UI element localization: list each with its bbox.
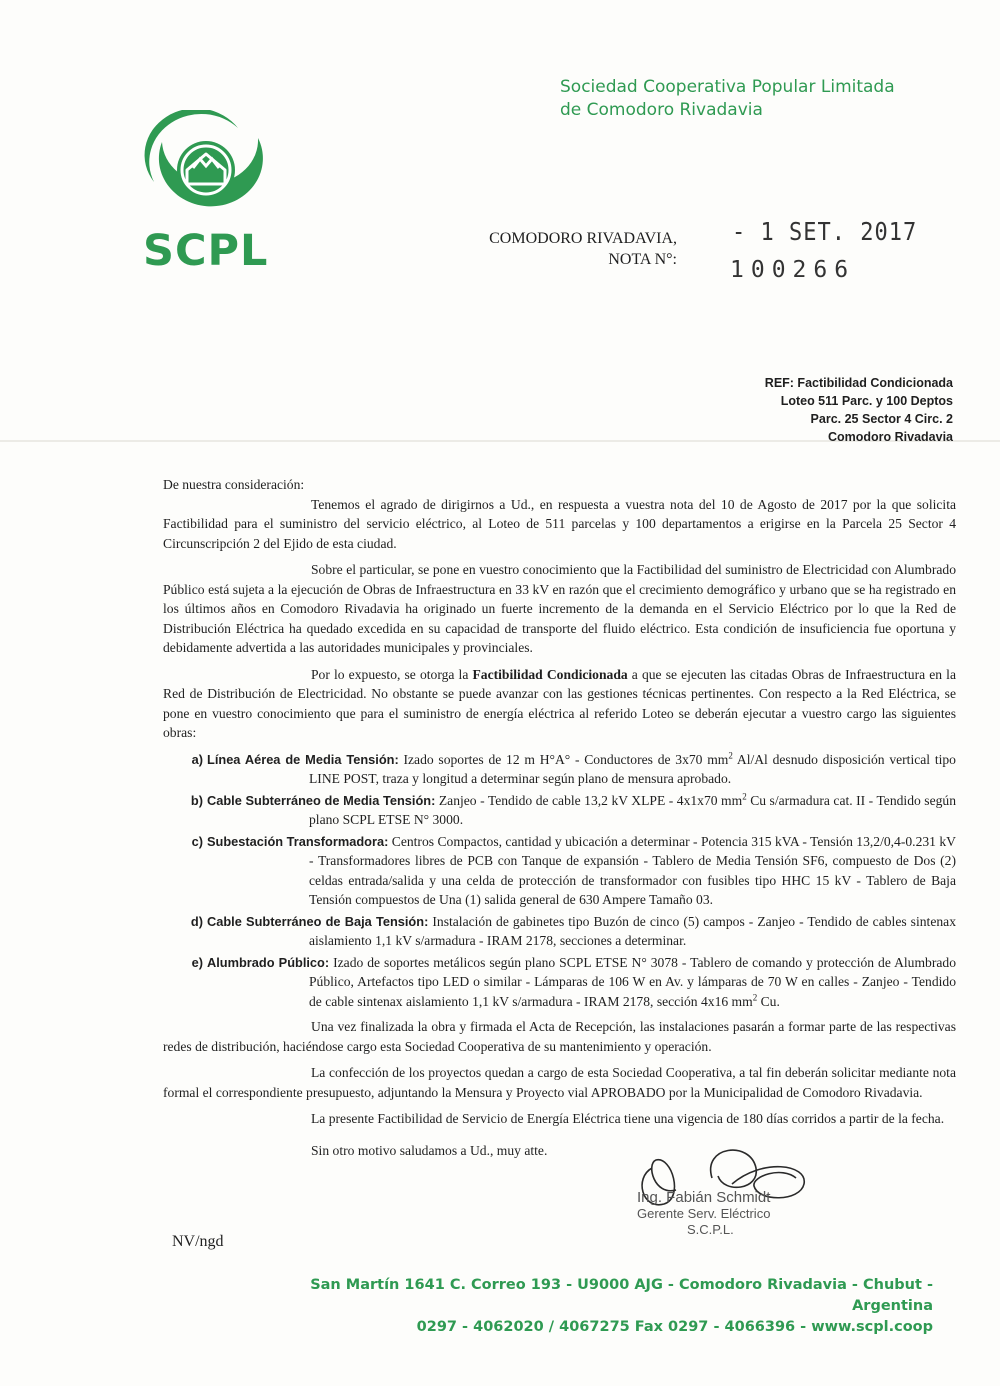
item-letter: e) — [191, 954, 203, 970]
list-item: e) Alumbrado Público: Izado de soportes metálicos según plano SCPL ETSE N° 3078 - Tablero de comando y protección de Alumbrado Público, Artefactos tipo LED o similar - Lámparas de 106 W en Av. y lámparas de 70 W en calles - Zanjeo - Tendido de cable sintenax aislamiento 1,1 kV s/armadura - IRAM 2178, sección 4x16 $mm^2$ Cu. — [163, 953, 956, 1012]
item-letter: b) — [190, 792, 203, 808]
item-letter: c) — [191, 833, 203, 849]
paragraph-3 — [163, 665, 956, 743]
logo-text: SCPL — [143, 226, 269, 276]
date-stamp: - 1 SET. 2017 — [732, 218, 918, 247]
org-name-line2: de Comodoro Rivadavia — [560, 100, 763, 120]
typist-initials: NV/ngd — [172, 1233, 224, 1250]
item-letter: d) — [190, 913, 203, 929]
place-and-nota — [482, 228, 677, 270]
org-name-line1: Sociedad Cooperativa Popular Limitada — [560, 77, 895, 97]
signer-title: Gerente Serv. Eléctrico — [637, 1206, 771, 1221]
footer-contact: 0297 - 4062020 / 4067275 Fax 0297 - 4066396 - www.scpl.coop — [416, 1319, 933, 1335]
item-title: Cable Subterráneo de Baja Tensión: — [207, 913, 429, 929]
paragraph-6: La presente Factibilidad de Servicio de Energía Eléctrica tiene una vigencia de 180 días corridos a partir de la fecha. — [311, 1111, 945, 1126]
ref-line2: Loteo 511 Parc. y 100 Deptos — [780, 394, 953, 408]
item-title: Línea Aérea de Media Tensión: — [207, 751, 399, 767]
place-label: COMODORO RIVADAVIA, — [489, 230, 677, 247]
organization-name — [560, 76, 895, 122]
paragraph-5: La confección de los proyectos quedan a cargo de esta Sociedad Cooperativa, a tal fin deberán solicitar mediante nota formal el correspondiente presupuesto, adjuntando la Mensura y Proyecto vial APROBADO por la Municipalidad de Comodoro Rivadavia. — [163, 1065, 956, 1100]
signer-org: S.C.P.L. — [687, 1222, 734, 1237]
salutation: De nuestra consideración: — [163, 477, 305, 492]
footer-address: San Martín 1641 C. Correo 193 - U9000 AJG - Comodoro Rivadavia - Chubut - Argentina — [310, 1277, 933, 1314]
paragraph-2: Sobre el particular, se pone en vuestro conocimiento que la Factibilidad del suministro de Electricidad con Alumbrado Público está sujeta a la ejecución de Obras de Infraestructura en 33 kV en razón que el crecimiento demográfico y urbano que se ha registrado en los últimos años en Comodoro Rivadavia ha originado un fuerte incremento de la demanda en el Servicio Eléctrico por lo que la Red de Distribución Eléctrica ha quedado excedida en su capacidad de transporte del fluido eléctrico. Esta condición de insuficiencia fue oportuna y debidamente advertida a las autoridades municipales y provinciales. — [163, 562, 956, 655]
scpl-logo-icon — [140, 110, 275, 230]
ref-line1: REF: Factibilidad Condicionada — [764, 376, 953, 390]
signer-name: Ing. Fabián Schmidt — [637, 1189, 771, 1206]
item-title: Cable Subterráneo de Media Tensión: — [207, 792, 436, 808]
item-title: Subestación Transformadora: — [207, 833, 389, 849]
nota-label: NOTA N°: — [608, 251, 677, 268]
ref-line4: Comodoro Rivadavia — [827, 430, 953, 444]
item-title: Alumbrado Público: — [207, 954, 330, 970]
footer — [253, 1275, 933, 1338]
paragraph-4: Una vez finalizada la obra y firmada el Acta de Recepción, las instalaciones pasarán a formar parte de las respectivas redes de distribución, haciéndose cargo esta Sociedad Cooperativa de su mantenimiento y operación. — [163, 1019, 956, 1054]
p3-bold: Factibilidad Condicionada — [472, 666, 628, 682]
p3-pre: Por lo expuesto, se otorga la — [311, 666, 473, 682]
reference-block — [765, 374, 953, 446]
list-item: c) Subestación Transformadora: Centros Compactos, cantidad y ubicación a determinar - Potencia 315 kVA - Tensión 13,2/0,4-0.231 kV - Transformadores libres de PCB con Tanque de expansión - Tablero de Media Tensión SF6, compuesto de Dos (2) celdas entrada/salida y una celda de protección de transformador con fusibles tipo HHC 15 kV - Tablero de Baja Tensión compuestos de Una (1) salida general de 630 Ampere Tamaño 03. — [163, 832, 956, 910]
p3-post: a que se ejecuten las citadas Obras de Infraestructura en la Red de Distribución de Electricidad. No obstante se puede avanzar con las gestiones técnicas pertinentes. Con respecto a la Red Eléctrica, se pone en vuestro conocimiento que para el suministro de energía eléctrica al referido Loteo se deberán ejecutar a vuestro cargo las siguientes obras: — [163, 666, 956, 740]
paragraph-1: Tenemos el agrado de dirigirnos a Ud., en respuesta a vuestra nota del 10 de Agosto de 2017 por la que solicita Factibilidad para el suministro del servicio eléctrico, al Loteo de 511 parcelas y 100 departamentos a erigirse en la Parcela 25 Sector 4 Circunscripción 2 del Ejido de esta ciudad. — [163, 496, 956, 551]
item-letter: a) — [191, 751, 203, 767]
nota-number-stamp: 100266 — [730, 257, 856, 283]
list-item: d) Cable Subterráneo de Baja Tensión: Instalación de gabinetes tipo Buzón de cinco (5) campos - Zanjeo - Tendido de cables sintenax aislamiento 1,1 kV s/armadura - IRAM 2178, secciones a determinar. — [163, 912, 956, 951]
letter-body — [163, 475, 956, 1167]
works-list — [163, 750, 956, 1012]
list-item: a) Línea Aérea de Media Tensión: Izado soportes de 12 m H°A° - Conductores de 3x70 $mm^2$ Al/Al desnudo disposición vertical tipo LINE POST, traza y longitud a determinar según plano de mensura aprobado. — [163, 750, 956, 789]
ref-line3: Parc. 25 Sector 4 Circ. 2 — [810, 412, 953, 426]
list-item: b) Cable Subterráneo de Media Tensión: Zanjeo - Tendido de cable 13,2 kV XLPE - 4x1x70 $mm^2$ Cu s/armadura cat. II - Tendido según plano SCPL ETSE N° 3000. — [163, 791, 956, 830]
signature-block — [637, 1190, 770, 1238]
closing: Sin otro motivo saludamos a Ud., muy atte. — [311, 1142, 548, 1158]
